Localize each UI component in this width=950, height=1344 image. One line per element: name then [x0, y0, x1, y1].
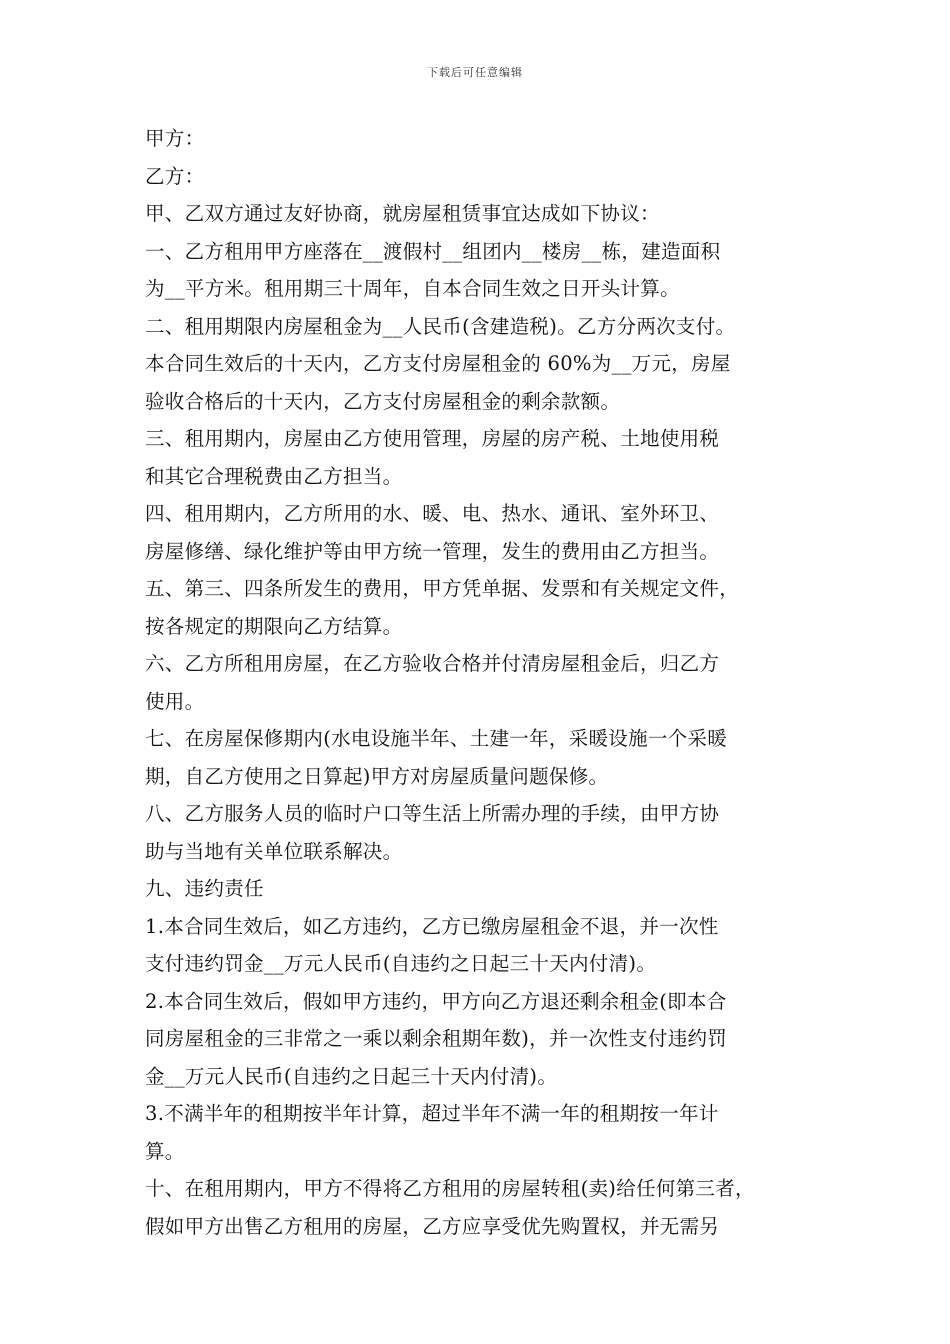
text-line: 为__平方米。租用期三十周年，自本合同生效之日开头计算。 — [145, 277, 680, 300]
text-line: 使用。 — [145, 689, 205, 713]
text-line: 甲方： — [145, 127, 205, 150]
text-line: 房屋修缮、绿化维护等由甲方统一管理，发生的费用由乙方担当。 — [145, 539, 720, 563]
text-line: 九、违约责任 — [145, 877, 264, 900]
text-line: 支付违约罚金__万元人民币(自违约之日起三十天内付清)。 — [145, 952, 657, 975]
text-line: 金__万元人民币(自违约之日起三十天内付清)。 — [145, 1064, 558, 1088]
text-line: 期，自乙方使用之日算起)甲方对房屋质量问题保修。 — [145, 764, 609, 788]
text-line: 五、第三、四条所发生的费用，甲方凭单据、发票和有关规定文件， — [145, 577, 740, 600]
text-line: 验收合格后的十天内，乙方支付房屋租金的剩余款额。 — [145, 389, 621, 413]
text-line: 助与当地有关单位联系解决。 — [145, 839, 403, 863]
text-line: 七、在房屋保修期内(水电设施半年、土建一年，采暖设施一个采暖 — [145, 727, 728, 750]
text-line: 十、在租用期内，甲方不得将乙方租用的房屋转租(卖)给任何第三者， — [145, 1177, 755, 1200]
text-line: 三、租用期内，房屋由乙方使用管理，房屋的房产税、土地使用税 — [145, 427, 720, 450]
text-line: 和其它合理税费由乙方担当。 — [145, 464, 403, 488]
text-line: 八、乙方服务人员的临时户口等生活上所需办理的手续，由甲方协 — [145, 802, 720, 825]
text-line: 按各规定的期限向乙方结算。 — [145, 614, 403, 638]
text-line: 四、租用期内，乙方所用的水、暖、电、热水、通讯、室外环卫、 — [145, 502, 720, 525]
header-note: 下载后可任意编辑 — [427, 66, 523, 79]
text-line: 同房屋租金的三非常之一乘以剩余租期年数)，并一次性支付违约罚 — [145, 1027, 728, 1050]
text-line: 本合同生效后的十天内，乙方支付房屋租金的 60%为__万元，房屋 — [145, 352, 731, 375]
text-line: 3.不满半年的租期按半年计算，超过半年不满一年的租期按一年计 — [145, 1102, 719, 1125]
contract-body — [145, 120, 825, 1245]
text-line: 乙方： — [145, 164, 205, 188]
text-line: 一、乙方租用甲方座落在__渡假村__组团内__楼房__栋，建造面积 — [145, 239, 721, 263]
text-line: 算。 — [145, 1139, 185, 1163]
text-line: 2.本合同生效后，假如甲方违约，甲方向乙方退还剩余租金(即本合 — [145, 989, 727, 1013]
text-line: 甲、乙双方通过友好协商，就房屋租赁事宜达成如下协议： — [145, 202, 660, 225]
text-line: 二、租用期限内房屋租金为__人民币(含建造税)。乙方分两次支付。 — [145, 314, 736, 338]
text-line: 1.本合同生效后，如乙方违约，乙方已缴房屋租金不退，并一次性 — [145, 914, 719, 938]
text-line: 假如甲方出售乙方租用的房屋，乙方应享受优先购置权，并无需另 — [145, 1214, 720, 1238]
text-line: 六、乙方所租用房屋，在乙方验收合格并付清房屋租金后，归乙方 — [145, 652, 720, 675]
